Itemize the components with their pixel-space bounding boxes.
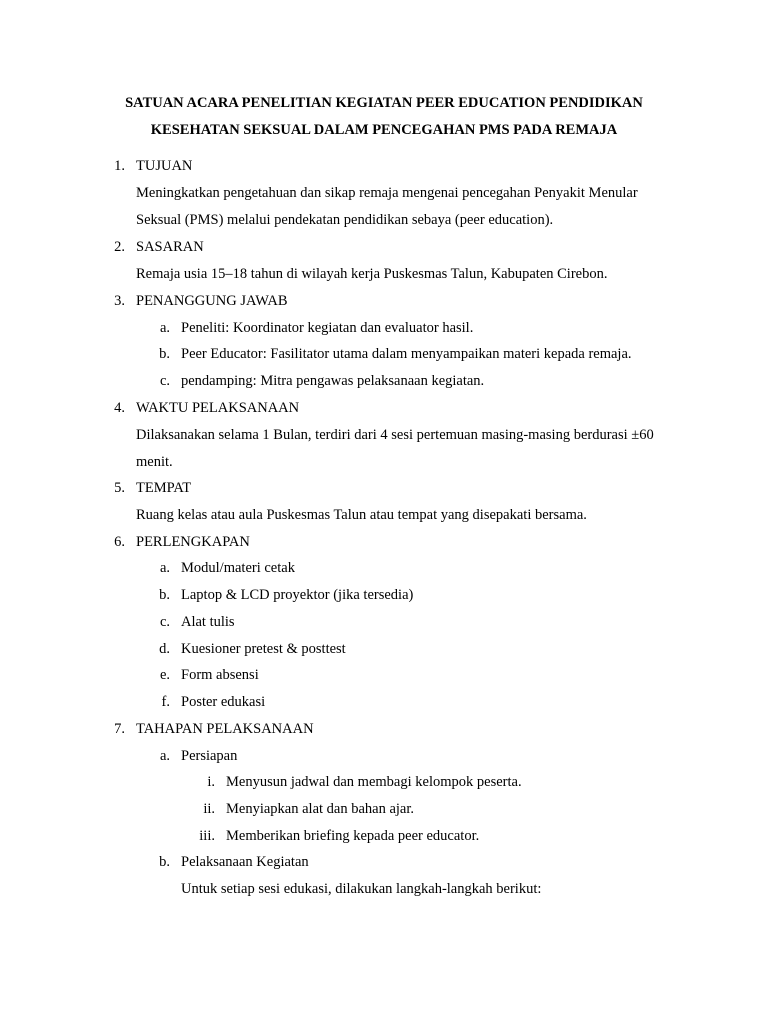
list-item-marker: a. [159, 560, 170, 576]
section-1-body-line: Meningkatkan pengetahuan dan sikap remaja mengenai pencegahan Penyakit Menular [136, 185, 638, 201]
section-7-heading: TAHAPAN PELAKSANAAN [136, 721, 314, 737]
section-2-number: 2. [114, 239, 125, 255]
list-item-text: Persiapan [181, 748, 238, 764]
section-4-body-line: menit. [136, 454, 173, 470]
section-4-number: 4. [114, 400, 125, 416]
list-item-text: Form absensi [181, 667, 259, 683]
list-item-marker: e. [159, 667, 170, 683]
list-item-text: Peneliti: Koordinator kegiatan dan evaluator hasil. [181, 320, 474, 336]
document-title-line-1: SATUAN ACARA PENELITIAN KEGIATAN PEER EDUCATION PENDIDIKAN [125, 95, 643, 111]
list-item-marker: d. [159, 641, 170, 657]
list-item-marker: b. [159, 854, 170, 870]
sublist-item-marker: ii. [203, 801, 215, 817]
section-5-heading: TEMPAT [136, 480, 192, 496]
list-item-text: Kuesioner pretest & posttest [181, 641, 346, 657]
list-item-text: pendamping: Mitra pengawas pelaksanaan kegiatan. [181, 373, 485, 389]
sublist-item-marker: iii. [199, 828, 215, 844]
list-item-marker: b. [159, 346, 170, 362]
section-3-heading: PENANGGUNG JAWAB [136, 293, 288, 309]
section-2-body-line: Remaja usia 15–18 tahun di wilayah kerja Puskesmas Talun, Kabupaten Cirebon. [136, 266, 608, 282]
list-item-text: Pelaksanaan Kegiatan [181, 854, 309, 870]
section-7-number: 7. [114, 721, 125, 737]
section-6-number: 6. [114, 534, 125, 550]
list-item-text: Modul/materi cetak [181, 560, 295, 576]
section-4-heading: WAKTU PELAKSANAAN [136, 400, 300, 416]
sublist-item-text: Menyusun jadwal dan membagi kelompok peserta. [226, 774, 522, 790]
list-item-marker: c. [159, 373, 170, 389]
list-item-text: Alat tulis [181, 614, 235, 630]
section-1-number: 1. [114, 158, 125, 174]
list-item-marker: b. [159, 587, 170, 603]
sublist-item-text: Memberikan briefing kepada peer educator. [226, 828, 480, 844]
section-5-body-line: Ruang kelas atau aula Puskesmas Talun atau tempat yang disepakati bersama. [136, 507, 587, 523]
list-item-text: Poster edukasi [181, 694, 266, 710]
section-2-heading: SASARAN [136, 239, 204, 255]
section-5-number: 5. [114, 480, 125, 496]
list-item-marker: a. [159, 320, 170, 336]
list-item-marker: f. [161, 694, 170, 710]
section-1-heading: TUJUAN [136, 158, 193, 174]
document-title-line-2: KESEHATAN SEKSUAL DALAM PENCEGAHAN PMS PADA REMAJA [150, 122, 618, 138]
list-item-text: Laptop & LCD proyektor (jika tersedia) [181, 587, 414, 603]
list-item-note: Untuk setiap sesi edukasi, dilakukan langkah-langkah berikut: [181, 881, 542, 897]
section-4-body-line: Dilaksanakan selama 1 Bulan, terdiri dari 4 sesi pertemuan masing-masing berdurasi ±60 [136, 427, 654, 443]
section-6-heading: PERLENGKAPAN [136, 534, 250, 550]
section-1-body-line: Seksual (PMS) melalui pendekatan pendidikan sebaya (peer education). [136, 212, 554, 228]
sublist-item-marker: i. [207, 774, 215, 790]
section-3-number: 3. [114, 293, 125, 309]
list-item-text: Peer Educator: Fasilitator utama dalam menyampaikan materi kepada remaja. [181, 346, 632, 362]
list-item-marker: a. [159, 748, 170, 764]
list-item-marker: c. [159, 614, 170, 630]
sublist-item-text: Menyiapkan alat dan bahan ajar. [226, 801, 415, 817]
